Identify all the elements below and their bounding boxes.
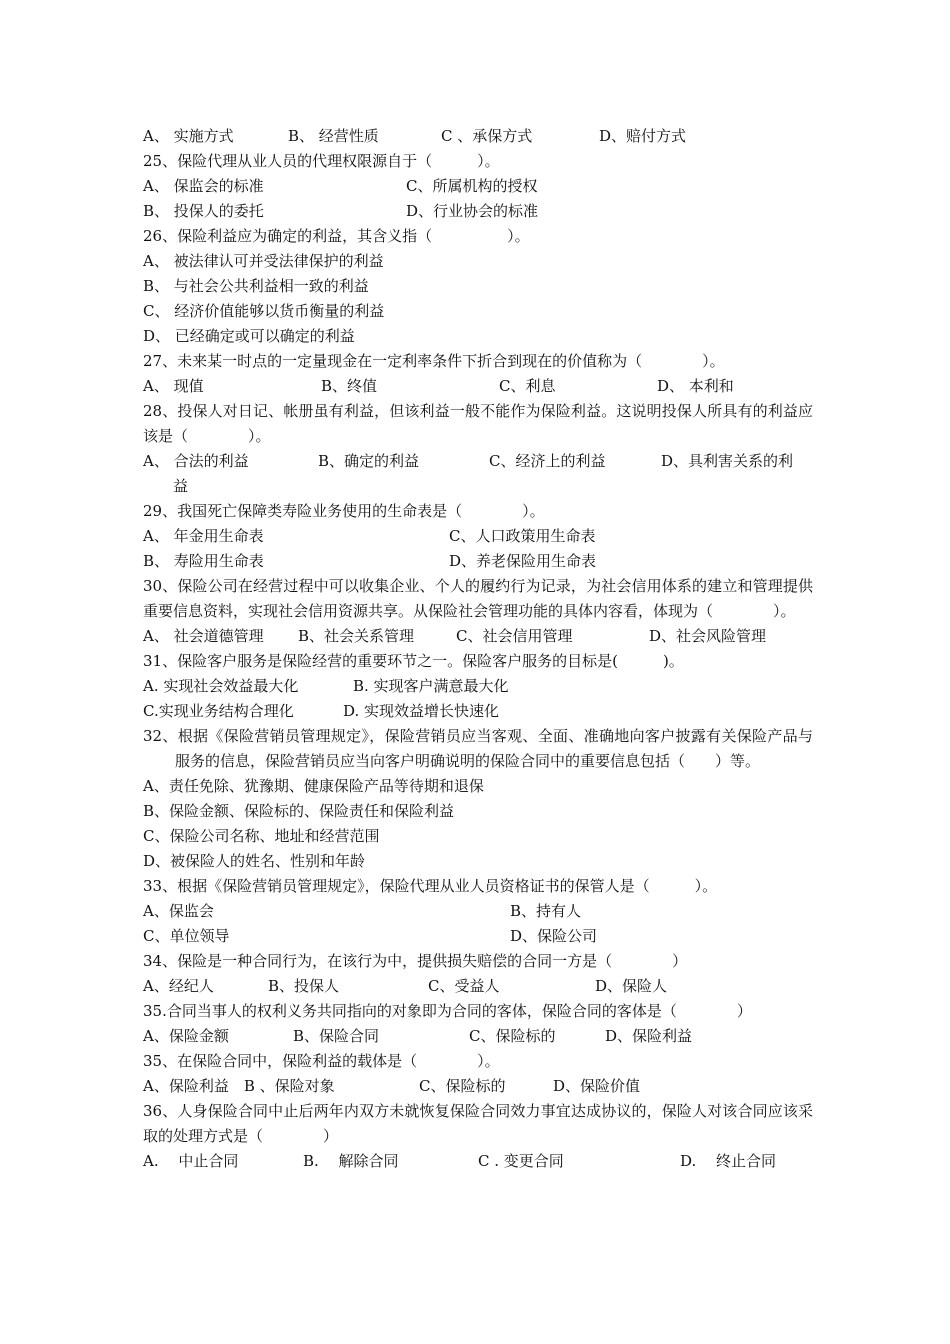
question-text: 28、投保人对日记、帐册虽有利益，但该利益一般不能作为保险利益。这说明投保人所具有的利益应该是（ ）。 (143, 402, 813, 445)
answer-option: A、 年金用生命表 (143, 527, 264, 545)
answer-option: C、单位领导 (143, 927, 230, 945)
answer-option: A、 现值 (143, 377, 204, 395)
option-row (143, 374, 813, 399)
answer-option: B、 与社会公共利益相一致的利益 (143, 277, 369, 295)
answer-option: A、 实施方式 (143, 127, 234, 145)
answer-option: C、保险标的 (419, 1077, 506, 1095)
answer-option: B、社会关系管理 (298, 627, 415, 645)
question-text: 36、人身保险合同中止后两年内双方未就恢复保险合同效力事宜达成协议的，保险人对该合同应该采取的处理方式是（ ） (143, 1102, 813, 1145)
answer-option: 益 (173, 477, 189, 495)
answer-option: C、利息 (499, 377, 556, 395)
answer-option: B、 经营性质 (288, 127, 379, 145)
answer-option: B、 寿险用生命表 (143, 552, 264, 570)
answer-option: A、 社会道德管理 (143, 627, 264, 645)
question-text: 27、未来某一时点的一定量现金在一定利率条件下折合到现在的价值称为（ ）。 (143, 352, 725, 370)
answer-option: C、 经济价值能够以货币衡量的利益 (143, 302, 385, 320)
answer-option: D、行业协会的标准 (406, 202, 539, 220)
question-text: 30、保险公司在经营过程中可以收集企业、个人的履约行为记录，为社会信用体系的建立和管理提供重要信息资料，实现社会信用资源共享。从保险社会管理功能的具体内容看，体现为（ ）。 (143, 577, 813, 620)
option-row (143, 674, 813, 699)
option-row (143, 624, 813, 649)
option-row (143, 899, 813, 924)
answer-option: D、被保险人的姓名、性别和年龄 (143, 852, 366, 870)
answer-option: D、 已经确定或可以确定的利益 (143, 327, 355, 345)
question-text: 35.合同当事人的权利义务共同指向的对象即为合同的客体，保险合同的客体是（ ） (143, 1002, 752, 1020)
answer-option: A、责任免除、犹豫期、健康保险产品等待期和退保 (143, 777, 484, 795)
answer-option: C . 变更合同 (478, 1152, 564, 1170)
answer-option: B、持有人 (510, 902, 582, 920)
answer-option: C 、承保方式 (441, 127, 533, 145)
question-text: 33、根据《保险营销员管理规定》，保险代理从业人员资格证书的保管人是（ ）。 (143, 877, 718, 895)
option-row (143, 549, 813, 574)
answer-option: A. 中止合同 (143, 1152, 239, 1170)
answer-option: B、保险金额、保险标的、保险责任和保险利益 (143, 802, 455, 820)
option-row (143, 1024, 813, 1049)
answer-option: C、保险标的 (469, 1027, 556, 1045)
question-text: 25、保险代理从业人员的代理权限源自于（ ）。 (143, 152, 500, 170)
answer-option: C、受益人 (428, 977, 500, 995)
answer-option: C、社会信用管理 (456, 627, 573, 645)
option-row (143, 699, 813, 724)
answer-option: B、保险合同 (293, 1027, 380, 1045)
answer-option: A. 实现社会效益最大化 (143, 677, 299, 695)
option-row (143, 1074, 813, 1099)
option-row (143, 124, 813, 149)
answer-option: B、终值 (321, 377, 378, 395)
answer-option: D、具利害关系的利 (661, 452, 794, 470)
answer-option: C、经济上的利益 (489, 452, 606, 470)
question-text: 26、保险利益应为确定的利益，其含义指（ ）。 (143, 227, 530, 245)
answer-option: B、确定的利益 (318, 452, 420, 470)
answer-option: D、养老保险用生命表 (449, 552, 597, 570)
question-text: 31、保险客户服务是保险经营的重要环节之一。保险客户服务的目标是( )。 (143, 652, 684, 670)
answer-option: A、 合法的利益 (143, 452, 249, 470)
option-row (143, 849, 813, 874)
answer-option: D、社会风险管理 (649, 627, 767, 645)
answer-option: B. 实现客户满意最大化 (353, 677, 509, 695)
option-row (143, 474, 813, 499)
option-row (143, 199, 813, 224)
answer-option: D、保险利益 (605, 1027, 693, 1045)
answer-option: D、保险人 (595, 977, 668, 995)
option-row (143, 274, 813, 299)
answer-option: D、赔付方式 (599, 127, 687, 145)
question-text: 35、在保险合同中，保险利益的载体是（ ）。 (143, 1052, 500, 1070)
question-text: 34、保险是一种合同行为，在该行为中，提供损失赔偿的合同一方是（ ） (143, 952, 688, 970)
answer-option: A、保监会 (143, 902, 214, 920)
option-row (143, 324, 813, 349)
answer-option: D、 本利和 (657, 377, 734, 395)
option-row (143, 924, 813, 949)
option-row (143, 249, 813, 274)
answer-option: B、 投保人的委托 (143, 202, 264, 220)
answer-option: B、投保人 (268, 977, 340, 995)
option-row (143, 174, 813, 199)
answer-option: C、人口政策用生命表 (449, 527, 596, 545)
answer-option: A、 被法律认可并受法律保护的利益 (143, 252, 384, 270)
option-row (143, 824, 813, 849)
answer-option: A、保险利益 B 、保险对象 (143, 1077, 335, 1095)
answer-option: B. 解除合同 (303, 1152, 399, 1170)
option-row (143, 524, 813, 549)
option-row (143, 774, 813, 799)
answer-option: C.实现业务结构合理化 (143, 702, 294, 720)
answer-option: A、 保监会的标准 (143, 177, 264, 195)
answer-option: D、保险公司 (510, 927, 598, 945)
answer-option: D. 终止合同 (680, 1152, 777, 1170)
answer-option: C、保险公司名称、地址和经营范围 (143, 827, 380, 845)
option-row (143, 1149, 813, 1174)
answer-option: D、保险价值 (553, 1077, 641, 1095)
question-text: 32、根据《保险营销员管理规定》，保险营销员应当客观、全面、准确地向客户披露有关保险产品与服务的信息，保险营销员应当向客户明确说明的保险合同中的重要信息包括（ ）等。 (143, 727, 813, 770)
option-row (143, 449, 813, 474)
exam-questions (143, 124, 813, 1174)
answer-option: A、经纪人 (143, 977, 214, 995)
answer-option: A、保险金额 (143, 1027, 229, 1045)
question-text: 29、我国死亡保障类寿险业务使用的生命表是（ ）。 (143, 502, 545, 520)
answer-option: C、所属机构的授权 (406, 177, 538, 195)
option-row (143, 299, 813, 324)
option-row (143, 799, 813, 824)
option-row (143, 974, 813, 999)
answer-option: D. 实现效益增长快速化 (343, 702, 500, 720)
